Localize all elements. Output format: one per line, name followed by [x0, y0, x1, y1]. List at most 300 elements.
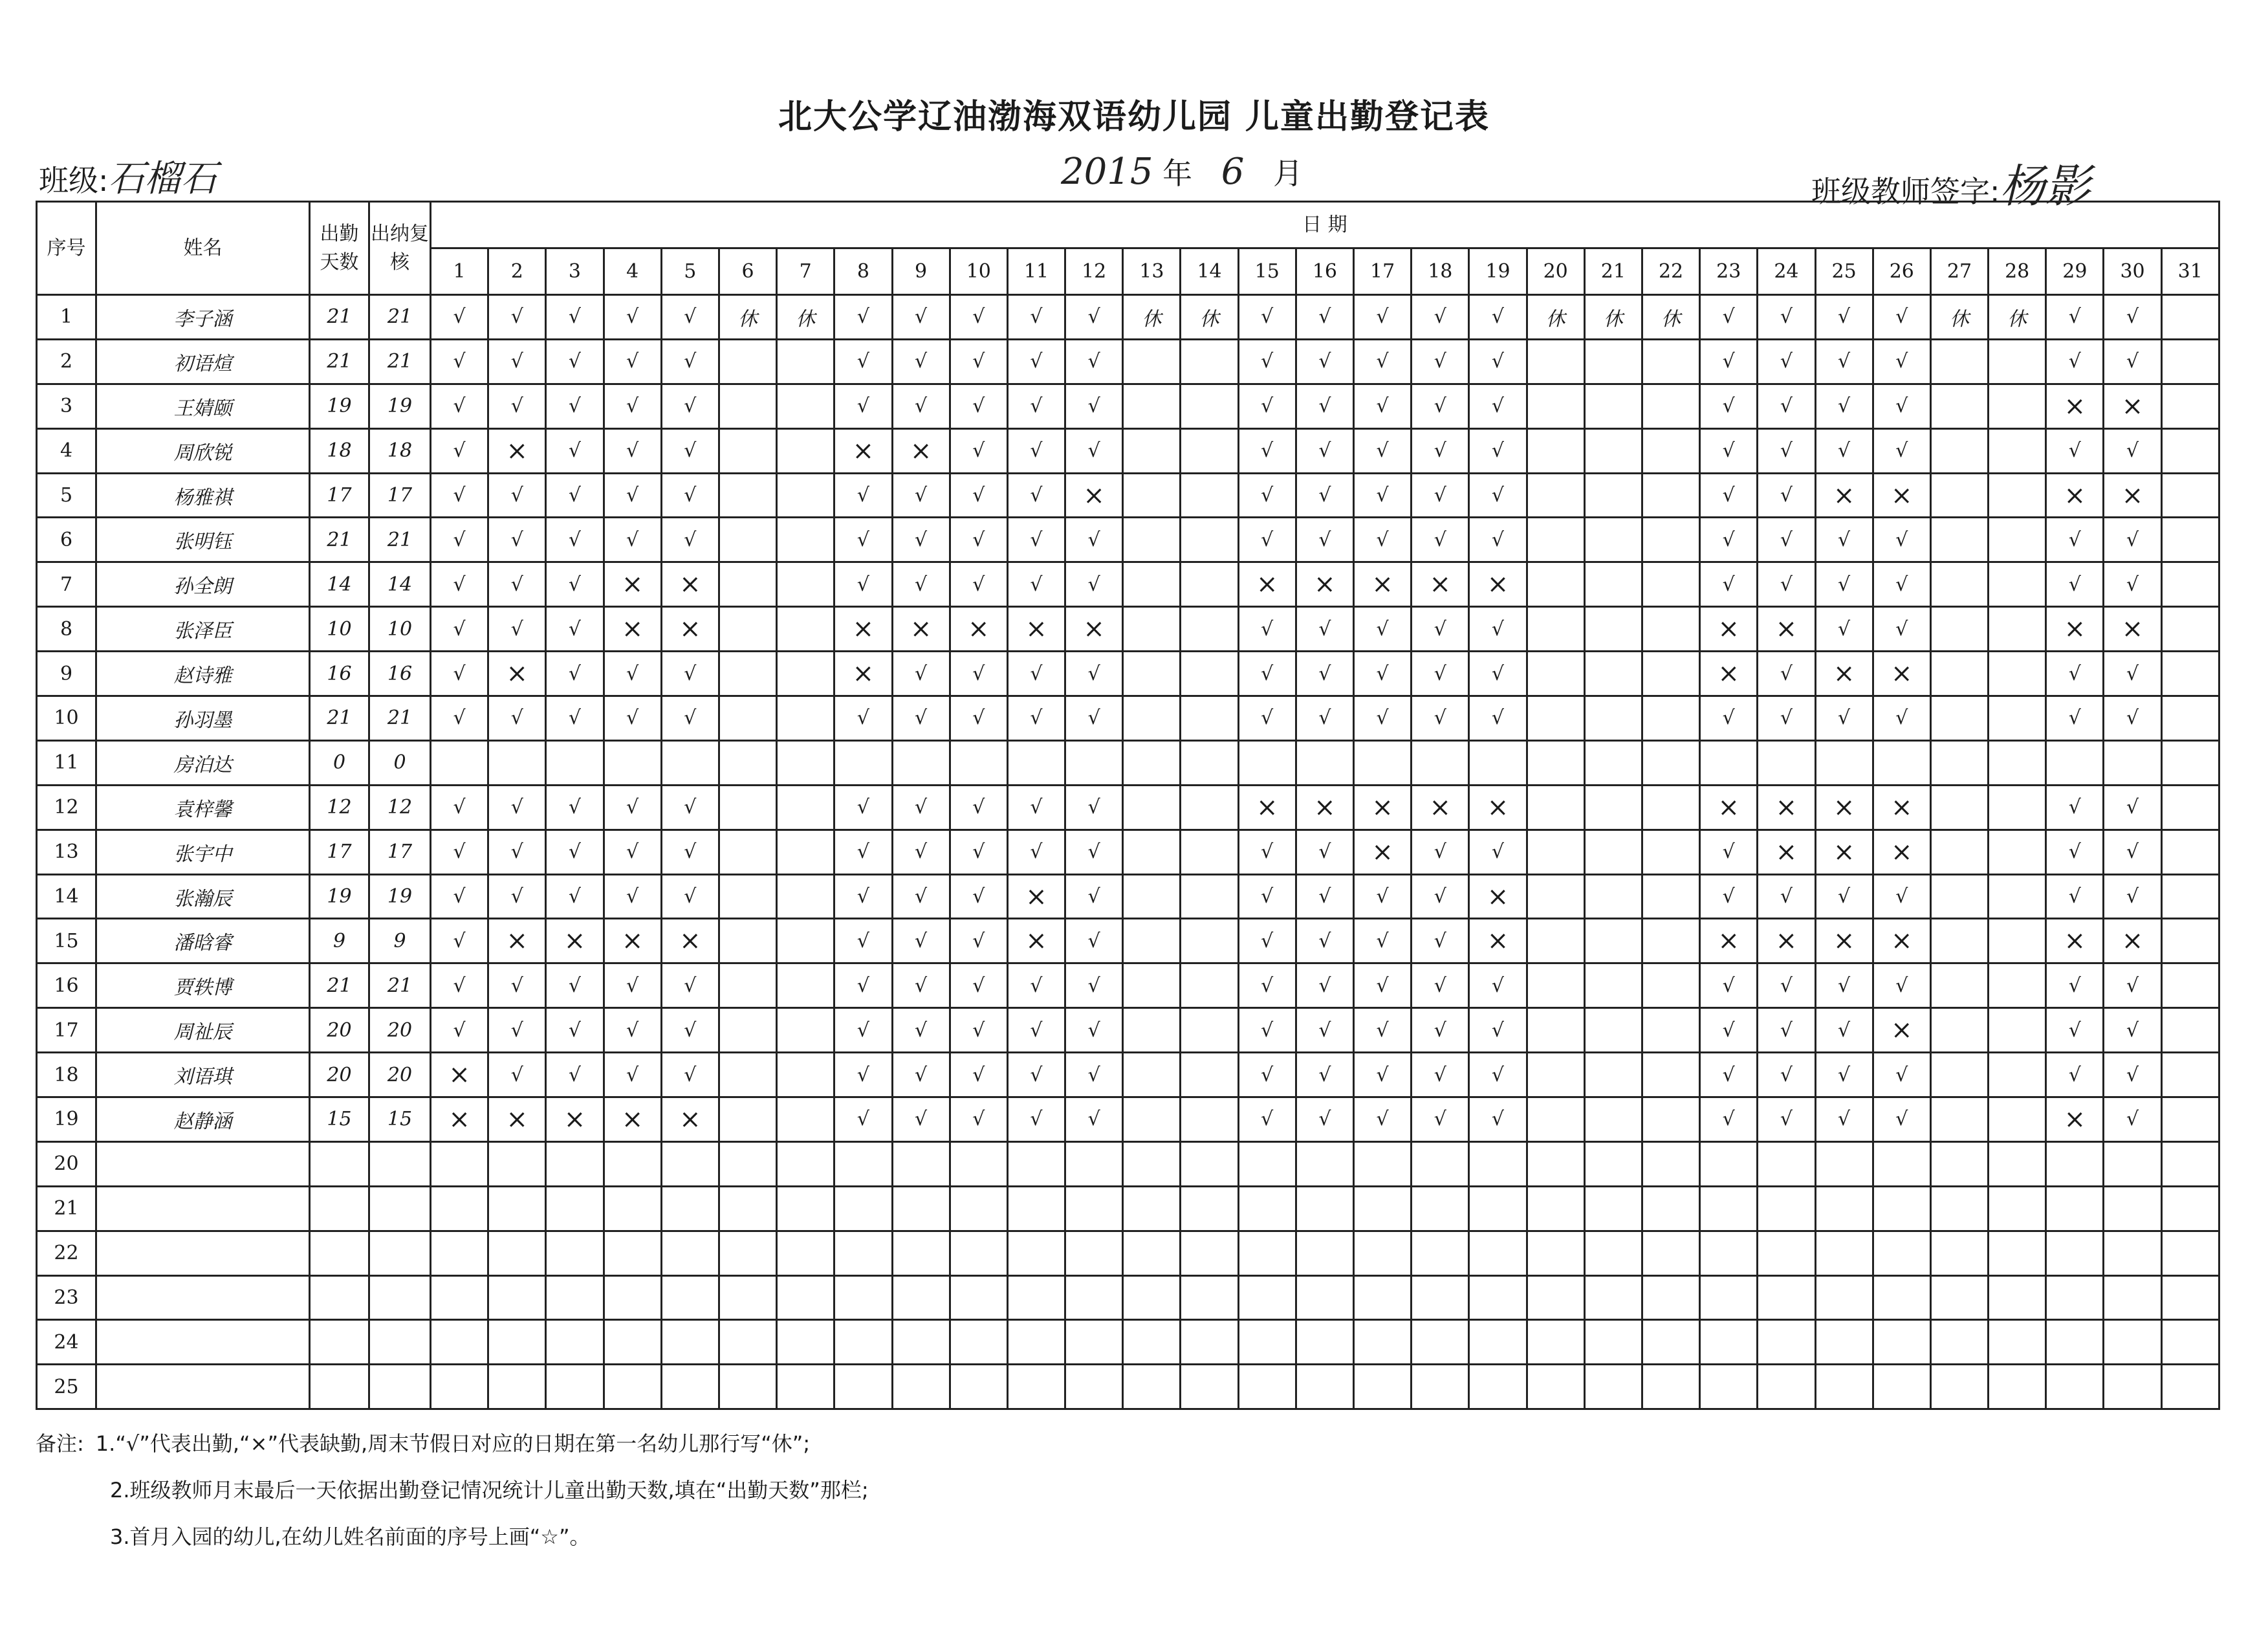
table-row — [37, 740, 2219, 785]
attendance-mark — [1181, 963, 1238, 1008]
attendance-mark — [2161, 652, 2219, 696]
attendance-mark — [1584, 963, 1642, 1008]
attendance-mark — [1642, 740, 1699, 785]
attendance-mark: √ — [546, 518, 604, 562]
attendance-mark: √ — [546, 652, 604, 696]
attendance-mark: × — [546, 919, 604, 963]
attendance-mark: √ — [2046, 963, 2104, 1008]
empty-cell — [1815, 1141, 1873, 1186]
attendance-mark — [1584, 1053, 1642, 1097]
attendance-mark: √ — [1238, 919, 1296, 963]
empty-cell — [1642, 1365, 1699, 1409]
attendance-mark: × — [2046, 1097, 2104, 1142]
attendance-mark — [1642, 428, 1699, 473]
empty-cell — [1065, 1365, 1123, 1409]
attendance-days: 0 — [310, 740, 369, 785]
attendance-mark: × — [1700, 652, 1758, 696]
attendance-mark: √ — [1758, 874, 1815, 919]
empty-cell — [546, 1141, 604, 1186]
attendance-mark: √ — [1700, 562, 1758, 607]
attendance-mark — [1181, 696, 1238, 741]
table-row — [37, 384, 2219, 428]
attendance-mark — [1642, 1008, 1699, 1053]
attendance-mark: × — [431, 1097, 488, 1142]
row-seq: 20 — [37, 1141, 96, 1186]
table-row — [37, 518, 2219, 562]
attendance-mark — [1123, 1053, 1181, 1097]
empty-cell — [2161, 1141, 2219, 1186]
attendance-mark: √ — [2046, 518, 2104, 562]
empty-cell — [488, 1231, 546, 1275]
cashier-check: 21 — [369, 339, 431, 384]
attendance-mark: √ — [1873, 295, 1930, 340]
empty-cell — [1584, 1141, 1642, 1186]
attendance-mark — [1930, 652, 1988, 696]
attendance-mark: √ — [950, 874, 1007, 919]
attendance-mark — [777, 963, 834, 1008]
attendance-mark: √ — [2046, 696, 2104, 741]
empty-cell — [1007, 1320, 1065, 1365]
attendance-mark: √ — [1007, 384, 1065, 428]
empty-cell — [1412, 1275, 1469, 1320]
attendance-mark: √ — [1238, 963, 1296, 1008]
attendance-mark: √ — [1412, 963, 1469, 1008]
row-seq: 21 — [37, 1186, 96, 1231]
attendance-mark — [1123, 562, 1181, 607]
attendance-mark: √ — [2104, 339, 2161, 384]
attendance-mark: √ — [1354, 428, 1412, 473]
attendance-mark — [1123, 518, 1181, 562]
attendance-mark: 休 — [719, 295, 776, 340]
attendance-mark: × — [2046, 473, 2104, 518]
attendance-mark — [1065, 740, 1123, 785]
attendance-mark — [719, 696, 776, 741]
empty-cell — [488, 1365, 546, 1409]
attendance-mark — [1181, 428, 1238, 473]
attendance-days: 21 — [310, 339, 369, 384]
empty-cell — [96, 1365, 310, 1409]
attendance-mark: √ — [488, 1053, 546, 1097]
attendance-mark — [1989, 785, 2046, 830]
attendance-mark — [1527, 696, 1584, 741]
attendance-mark: √ — [1412, 295, 1469, 340]
attendance-mark: × — [431, 1053, 488, 1097]
attendance-mark: √ — [431, 652, 488, 696]
attendance-mark: × — [1238, 785, 1296, 830]
attendance-mark: √ — [1065, 830, 1123, 874]
cashier-check: 12 — [369, 785, 431, 830]
attendance-mark: √ — [1815, 384, 1873, 428]
empty-cell — [1989, 1320, 2046, 1365]
attendance-mark: × — [2046, 607, 2104, 652]
attendance-mark: √ — [546, 830, 604, 874]
attendance-mark: √ — [1758, 1008, 1815, 1053]
attendance-mark — [777, 652, 834, 696]
empty-cell — [310, 1365, 369, 1409]
empty-cell — [661, 1231, 719, 1275]
attendance-mark — [719, 384, 776, 428]
day-header: 21 — [1584, 248, 1642, 295]
attendance-mark: × — [1354, 830, 1412, 874]
attendance-days: 21 — [310, 518, 369, 562]
row-seq: 17 — [37, 1008, 96, 1053]
empty-cell — [1527, 1365, 1584, 1409]
cashier-check: 20 — [369, 1008, 431, 1053]
attendance-mark: √ — [1758, 473, 1815, 518]
attendance-mark: √ — [1238, 518, 1296, 562]
attendance-mark — [1527, 740, 1584, 785]
attendance-mark: √ — [834, 874, 892, 919]
day-header: 23 — [1700, 248, 1758, 295]
child-name: 初语煊 — [96, 339, 310, 384]
table-row — [37, 562, 2219, 607]
attendance-mark: √ — [1412, 919, 1469, 963]
attendance-mark: √ — [661, 652, 719, 696]
empty-cell — [604, 1186, 661, 1231]
attendance-mark: √ — [1700, 1008, 1758, 1053]
attendance-mark: √ — [1469, 384, 1527, 428]
attendance-mark: √ — [431, 339, 488, 384]
empty-cell — [1815, 1186, 1873, 1231]
table-row — [37, 919, 2219, 963]
empty-cell — [777, 1186, 834, 1231]
attendance-mark: √ — [1469, 696, 1527, 741]
attendance-mark: √ — [1469, 1097, 1527, 1142]
attendance-mark — [777, 919, 834, 963]
attendance-mark: × — [892, 607, 950, 652]
empty-cell — [1700, 1275, 1758, 1320]
attendance-mark: √ — [488, 696, 546, 741]
empty-cell — [2161, 1365, 2219, 1409]
attendance-mark: √ — [1758, 518, 1815, 562]
attendance-mark: √ — [1065, 384, 1123, 428]
empty-cell — [1758, 1275, 1815, 1320]
attendance-mark — [1123, 830, 1181, 874]
empty-cell — [1238, 1141, 1296, 1186]
attendance-mark: √ — [546, 295, 604, 340]
empty-cell — [1007, 1231, 1065, 1275]
attendance-mark: √ — [1238, 830, 1296, 874]
attendance-mark: √ — [1700, 428, 1758, 473]
attendance-mark: × — [892, 428, 950, 473]
attendance-mark: √ — [661, 830, 719, 874]
day-header: 14 — [1181, 248, 1238, 295]
empty-cell — [892, 1365, 950, 1409]
attendance-mark — [488, 740, 546, 785]
empty-cell — [369, 1320, 431, 1365]
attendance-mark — [1123, 607, 1181, 652]
attendance-mark: √ — [488, 518, 546, 562]
attendance-mark: √ — [488, 830, 546, 874]
attendance-mark: × — [1873, 652, 1930, 696]
attendance-mark — [1181, 1097, 1238, 1142]
attendance-mark — [604, 740, 661, 785]
day-header: 10 — [950, 248, 1007, 295]
attendance-mark: √ — [546, 1053, 604, 1097]
attendance-mark: √ — [1700, 874, 1758, 919]
empty-cell — [950, 1365, 1007, 1409]
attendance-mark: √ — [604, 652, 661, 696]
empty-cell — [1181, 1275, 1238, 1320]
table-row — [37, 295, 2219, 340]
attendance-mark: √ — [1354, 1008, 1412, 1053]
attendance-mark: √ — [892, 963, 950, 1008]
attendance-mark: √ — [950, 562, 1007, 607]
attendance-mark — [2161, 963, 2219, 1008]
attendance-mark: √ — [1238, 384, 1296, 428]
attendance-mark: √ — [431, 473, 488, 518]
row-seq: 22 — [37, 1231, 96, 1275]
attendance-mark — [1989, 919, 2046, 963]
attendance-mark: √ — [1007, 428, 1065, 473]
attendance-mark: √ — [488, 607, 546, 652]
attendance-mark: √ — [1873, 874, 1930, 919]
attendance-days: 21 — [310, 295, 369, 340]
attendance-mark: √ — [488, 562, 546, 607]
attendance-mark: √ — [1758, 1097, 1815, 1142]
attendance-mark: √ — [1412, 874, 1469, 919]
empty-cell — [950, 1320, 1007, 1365]
cashier-check: 18 — [369, 428, 431, 473]
attendance-mark — [777, 1053, 834, 1097]
cashier-check: 21 — [369, 295, 431, 340]
attendance-mark — [1930, 1008, 1988, 1053]
attendance-mark: 休 — [777, 295, 834, 340]
attendance-mark: √ — [1815, 518, 1873, 562]
attendance-mark: √ — [1007, 963, 1065, 1008]
empty-cell — [604, 1365, 661, 1409]
date-month: 6 — [1221, 151, 1245, 193]
empty-cell — [546, 1231, 604, 1275]
empty-cell — [1412, 1141, 1469, 1186]
attendance-mark: √ — [431, 295, 488, 340]
attendance-mark: √ — [834, 339, 892, 384]
attendance-mark: √ — [604, 1008, 661, 1053]
attendance-mark: √ — [1873, 428, 1930, 473]
attendance-mark: √ — [1873, 607, 1930, 652]
empty-cell — [1123, 1365, 1181, 1409]
empty-cell — [1758, 1365, 1815, 1409]
attendance-mark: √ — [2104, 1008, 2161, 1053]
table-row — [37, 1097, 2219, 1142]
attendance-mark: √ — [1296, 384, 1353, 428]
attendance-mark: √ — [1758, 963, 1815, 1008]
attendance-mark — [1181, 785, 1238, 830]
row-seq: 6 — [37, 518, 96, 562]
attendance-mark: √ — [892, 874, 950, 919]
attendance-mark: √ — [1758, 428, 1815, 473]
attendance-days: 15 — [310, 1097, 369, 1142]
attendance-mark: √ — [1469, 963, 1527, 1008]
attendance-mark: × — [1412, 785, 1469, 830]
empty-cell — [1181, 1365, 1238, 1409]
attendance-mark — [1181, 919, 1238, 963]
attendance-mark — [1642, 1053, 1699, 1097]
attendance-mark: √ — [1700, 830, 1758, 874]
attendance-mark — [1642, 652, 1699, 696]
attendance-mark: × — [1758, 607, 1815, 652]
row-seq: 25 — [37, 1365, 96, 1409]
attendance-mark: √ — [892, 1097, 950, 1142]
attendance-mark: √ — [892, 1008, 950, 1053]
attendance-mark: √ — [950, 785, 1007, 830]
row-seq: 23 — [37, 1275, 96, 1320]
attendance-mark: √ — [1873, 696, 1930, 741]
empty-cell — [431, 1186, 488, 1231]
attendance-mark: × — [1007, 919, 1065, 963]
empty-cell — [1758, 1320, 1815, 1365]
empty-cell — [777, 1365, 834, 1409]
empty-cell — [1469, 1320, 1527, 1365]
attendance-mark: × — [1873, 919, 1930, 963]
attendance-mark — [1123, 473, 1181, 518]
attendance-mark — [1527, 1008, 1584, 1053]
attendance-mark: √ — [546, 963, 604, 1008]
attendance-mark — [1123, 339, 1181, 384]
attendance-mark — [1930, 384, 1988, 428]
attendance-mark — [1123, 963, 1181, 1008]
empty-cell — [2046, 1141, 2104, 1186]
day-header: 26 — [1873, 248, 1930, 295]
header-seq: 序号 — [37, 202, 96, 295]
attendance-mark — [1584, 473, 1642, 518]
attendance-mark: √ — [1815, 428, 1873, 473]
attendance-table — [36, 201, 2220, 1410]
empty-cell — [1065, 1320, 1123, 1365]
attendance-mark: √ — [1354, 963, 1412, 1008]
attendance-mark: √ — [1758, 562, 1815, 607]
empty-cell — [1469, 1141, 1527, 1186]
empty-cell — [719, 1275, 776, 1320]
cashier-check: 19 — [369, 874, 431, 919]
attendance-mark — [1238, 740, 1296, 785]
cashier-check: 19 — [369, 384, 431, 428]
attendance-mark: × — [1238, 562, 1296, 607]
date-year: 2015 — [1061, 151, 1153, 193]
attendance-days: 20 — [310, 1053, 369, 1097]
attendance-mark: √ — [604, 963, 661, 1008]
attendance-mark: × — [1815, 830, 1873, 874]
attendance-mark — [1930, 562, 1988, 607]
attendance-mark: √ — [1873, 963, 1930, 1008]
attendance-mark: √ — [1758, 696, 1815, 741]
attendance-mark — [777, 830, 834, 874]
attendance-mark: 休 — [1181, 295, 1238, 340]
empty-cell — [1758, 1186, 1815, 1231]
attendance-mark: √ — [488, 963, 546, 1008]
empty-cell — [1584, 1365, 1642, 1409]
table-row — [37, 473, 2219, 518]
empty-cell — [1065, 1231, 1123, 1275]
attendance-mark: √ — [1354, 696, 1412, 741]
empty-cell — [1469, 1231, 1527, 1275]
attendance-mark: √ — [488, 295, 546, 340]
attendance-mark: √ — [1065, 696, 1123, 741]
attendance-mark — [1642, 607, 1699, 652]
attendance-mark: √ — [1412, 1097, 1469, 1142]
attendance-mark: √ — [1065, 295, 1123, 340]
attendance-mark — [1123, 874, 1181, 919]
attendance-mark — [1527, 607, 1584, 652]
empty-cell — [1469, 1365, 1527, 1409]
attendance-mark: √ — [1873, 339, 1930, 384]
attendance-mark — [777, 1008, 834, 1053]
attendance-mark: √ — [1354, 384, 1412, 428]
empty-cell — [2046, 1231, 2104, 1275]
header-date: 日 期 — [431, 202, 2219, 248]
attendance-mark — [1584, 919, 1642, 963]
attendance-mark — [719, 607, 776, 652]
empty-cell — [1700, 1320, 1758, 1365]
empty-cell — [1354, 1231, 1412, 1275]
empty-cell — [546, 1365, 604, 1409]
child-name: 李子涵 — [96, 295, 310, 340]
empty-cell — [1815, 1365, 1873, 1409]
attendance-mark: × — [1296, 785, 1353, 830]
attendance-mark: √ — [892, 919, 950, 963]
empty-cell — [661, 1141, 719, 1186]
attendance-mark: √ — [1700, 384, 1758, 428]
attendance-mark: × — [661, 562, 719, 607]
cashier-check: 21 — [369, 518, 431, 562]
attendance-mark — [1527, 1053, 1584, 1097]
empty-cell — [1642, 1231, 1699, 1275]
attendance-mark: √ — [892, 785, 950, 830]
attendance-mark: √ — [1238, 473, 1296, 518]
empty-cell — [661, 1320, 719, 1365]
attendance-mark: √ — [834, 562, 892, 607]
attendance-mark — [1584, 830, 1642, 874]
table-row — [37, 607, 2219, 652]
attendance-mark — [719, 652, 776, 696]
attendance-mark — [2161, 473, 2219, 518]
empty-cell — [1758, 1141, 1815, 1186]
attendance-mark: √ — [834, 473, 892, 518]
attendance-mark: √ — [1412, 473, 1469, 518]
attendance-mark: √ — [546, 473, 604, 518]
attendance-mark: √ — [1700, 473, 1758, 518]
date-year-unit: 年 — [1162, 156, 1193, 191]
attendance-mark: √ — [1065, 874, 1123, 919]
attendance-mark: × — [1065, 607, 1123, 652]
attendance-mark: √ — [488, 785, 546, 830]
attendance-mark — [2161, 384, 2219, 428]
attendance-mark — [1584, 696, 1642, 741]
empty-cell — [1296, 1365, 1353, 1409]
attendance-mark: √ — [661, 295, 719, 340]
attendance-mark: √ — [1065, 785, 1123, 830]
attendance-mark — [1181, 1053, 1238, 1097]
attendance-mark: √ — [950, 919, 1007, 963]
attendance-mark: √ — [950, 473, 1007, 518]
attendance-mark — [2161, 830, 2219, 874]
attendance-mark: √ — [1007, 1008, 1065, 1053]
attendance-mark: √ — [604, 339, 661, 384]
attendance-mark — [1989, 473, 2046, 518]
attendance-mark: √ — [1469, 1008, 1527, 1053]
attendance-mark: √ — [950, 518, 1007, 562]
empty-cell — [604, 1275, 661, 1320]
empty-cell — [1642, 1141, 1699, 1186]
empty-cell — [431, 1275, 488, 1320]
attendance-mark — [1527, 919, 1584, 963]
child-name: 张宇中 — [96, 830, 310, 874]
empty-cell — [310, 1231, 369, 1275]
attendance-mark: × — [1815, 473, 1873, 518]
attendance-mark — [1412, 740, 1469, 785]
empty-cell — [369, 1365, 431, 1409]
empty-cell — [1007, 1141, 1065, 1186]
